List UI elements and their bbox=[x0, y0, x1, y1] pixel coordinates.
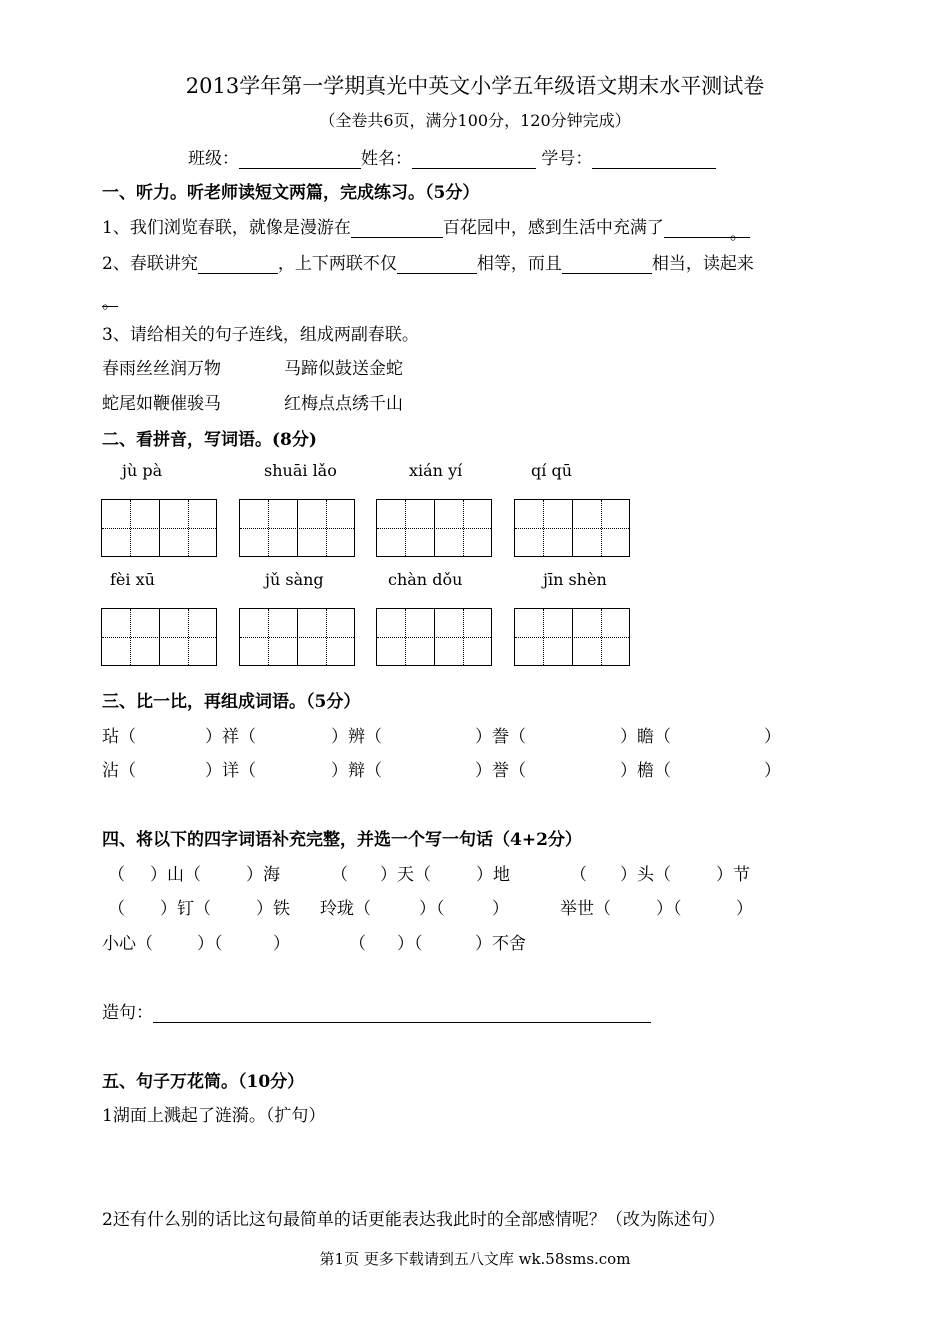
compare-2b: ）详（ bbox=[205, 761, 256, 781]
idiom-1g: （ bbox=[570, 865, 587, 885]
idiom-2b: ）钉（ bbox=[160, 899, 211, 919]
char-grid-5[interactable] bbox=[101, 608, 217, 666]
compare-2e: ）檐（ bbox=[620, 761, 671, 781]
compare-1b: ）祥（ bbox=[205, 727, 256, 747]
idiom-3b: ）（ bbox=[197, 934, 223, 954]
section4-heading: 四、将以下的四字词语补充完整，并选一个写一句话（4+2分） bbox=[102, 830, 582, 850]
q2-blank-4[interactable] bbox=[102, 288, 119, 313]
section3-heading: 三、比一比，再组成词语。（5分） bbox=[102, 692, 361, 712]
char-grid-1[interactable] bbox=[101, 499, 217, 557]
page-subtitle: （全卷共6页，满分100分，120分钟完成） bbox=[319, 111, 631, 130]
student-id-field[interactable] bbox=[592, 150, 716, 169]
idiom-1d: （ bbox=[331, 865, 348, 885]
q1-blank-1[interactable] bbox=[351, 219, 443, 238]
couplet-left-1[interactable]: 春雨丝丝润万物 bbox=[102, 359, 221, 379]
q1-blank-2[interactable] bbox=[664, 219, 750, 244]
compare-1f: ） bbox=[764, 727, 781, 747]
compare-2d: ）誉（ bbox=[475, 761, 526, 781]
section1-q1 bbox=[102, 213, 750, 244]
q2-text-b: ，上下两联不仅 bbox=[277, 254, 397, 274]
q2-text-c: 相等，而且 bbox=[476, 254, 562, 274]
char-grid-3[interactable] bbox=[376, 499, 492, 557]
idiom-1h: ）头（ bbox=[620, 865, 671, 885]
section5-heading: 五、句子万花筒。（10分） bbox=[102, 1072, 305, 1092]
sentence-label: 造句： bbox=[102, 1003, 153, 1023]
idiom-2c: ）铁 bbox=[256, 899, 290, 919]
compare-2f: ） bbox=[764, 761, 781, 781]
idiom-1i: ）节 bbox=[716, 865, 750, 885]
idiom-2f: ） bbox=[492, 899, 509, 919]
pinyin-8: jīn shèn bbox=[543, 570, 607, 589]
id-label: 学号： bbox=[541, 149, 593, 169]
compare-2c: ）辩（ bbox=[331, 761, 382, 781]
char-grid-8[interactable] bbox=[514, 608, 630, 666]
q1-text-b: 百花园中，感到生活中充满了 bbox=[442, 218, 664, 238]
q1-text-c: 。 bbox=[729, 224, 747, 244]
section1-heading: 一、听力。听老师读短文两篇，完成练习。（5分） bbox=[102, 183, 480, 203]
pinyin-4: qí qū bbox=[531, 461, 572, 480]
idiom-3f: ）不舍 bbox=[475, 934, 526, 954]
pinyin-5: fèi xū bbox=[110, 570, 155, 589]
idiom-2i: ） bbox=[736, 899, 753, 919]
char-grid-6[interactable] bbox=[239, 608, 355, 666]
section1-q3: 3、请给相关的句子连线，组成两副春联。 bbox=[102, 325, 419, 345]
idiom-2a: （ bbox=[108, 899, 125, 919]
idiom-2g: 举世（ bbox=[560, 899, 611, 919]
name-label: 姓名： bbox=[361, 149, 412, 169]
couplet-right-2[interactable]: 红梅点点绣千山 bbox=[284, 394, 403, 414]
idiom-3a: 小心（ bbox=[102, 934, 153, 954]
pinyin-1: jù pà bbox=[122, 461, 163, 480]
page-title: 2013学年第一学期真光中英文小学五年级语文期末水平测试卷 bbox=[185, 74, 765, 98]
q2-text-d: 相当，读起来 bbox=[651, 254, 754, 274]
class-label: 班级： bbox=[188, 149, 239, 169]
compare-2a: 沾（ bbox=[102, 761, 136, 781]
char-grid-7[interactable] bbox=[376, 608, 492, 666]
compare-1a: 玷（ bbox=[102, 727, 136, 747]
idiom-1a: （ bbox=[108, 865, 125, 885]
couplet-right-1[interactable]: 马蹄似鼓送金蛇 bbox=[284, 359, 403, 379]
compare-1e: ）瞻（ bbox=[620, 727, 671, 747]
idiom-3d: （ bbox=[349, 934, 366, 954]
pinyin-7: chàn dǒu bbox=[388, 570, 463, 589]
student-info-line bbox=[188, 144, 716, 169]
char-grid-4[interactable] bbox=[514, 499, 630, 557]
name-field[interactable] bbox=[412, 150, 536, 169]
q1-text-a: 1、我们浏览春联，就像是漫游在 bbox=[102, 218, 351, 238]
class-field[interactable] bbox=[239, 150, 361, 169]
section5-q2: 2还有什么别的话比这句最简单的话更能表达我此时的全部感情呢？（改为陈述句） bbox=[102, 1210, 725, 1230]
char-grid-2[interactable] bbox=[239, 499, 355, 557]
pinyin-2: shuāi lǎo bbox=[264, 461, 337, 480]
section5-q1: 1湖面上溅起了涟漪。（扩句） bbox=[102, 1106, 326, 1126]
section1-q2 bbox=[102, 249, 754, 274]
idiom-2d: 玲珑（ bbox=[320, 899, 371, 919]
q2-blank-3[interactable] bbox=[562, 255, 652, 274]
idiom-1e: ）天（ bbox=[380, 865, 431, 885]
idiom-2e: ）（ bbox=[419, 899, 445, 919]
section2-heading: 二、看拼音，写词语。(8分) bbox=[102, 430, 317, 450]
pinyin-6: jǔ sàng bbox=[265, 570, 324, 589]
q2-text-e: 。 bbox=[102, 293, 119, 313]
sentence-field[interactable] bbox=[153, 1004, 651, 1023]
idiom-1f: ）地 bbox=[476, 865, 510, 885]
idiom-2h: ）（ bbox=[656, 899, 682, 919]
compare-1c: ）辨（ bbox=[331, 727, 382, 747]
pinyin-3: xián yí bbox=[409, 461, 463, 480]
idiom-1b: ）山（ bbox=[150, 865, 201, 885]
idiom-3e: ）（ bbox=[397, 934, 423, 954]
section1-q2-end bbox=[102, 287, 119, 313]
q2-blank-1[interactable] bbox=[198, 255, 278, 274]
compare-1d: ）誊（ bbox=[475, 727, 526, 747]
sentence-row bbox=[102, 998, 651, 1023]
q2-text-a: 2、春联讲究 bbox=[102, 254, 198, 274]
couplet-left-2[interactable]: 蛇尾如鞭催骏马 bbox=[102, 394, 221, 414]
idiom-1c: ）海 bbox=[246, 865, 280, 885]
page-footer: 第1页 更多下载请到五八文库 wk.58sms.com bbox=[319, 1250, 631, 1268]
idiom-3c: ） bbox=[273, 934, 290, 954]
q2-blank-2[interactable] bbox=[397, 255, 477, 274]
